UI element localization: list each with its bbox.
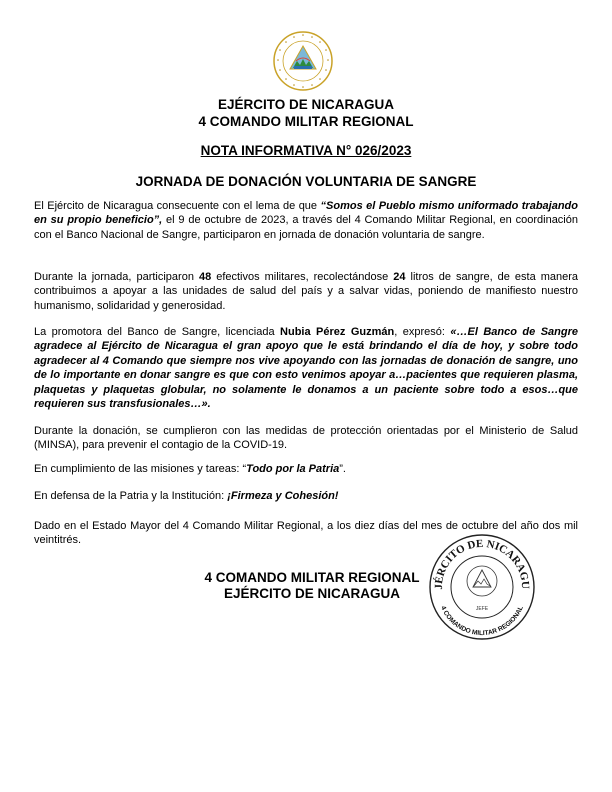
mission-motto-quote: Todo por la Patria [246, 463, 340, 475]
paragraph-intro-text-a: El Ejército de Nicaragua consecuente con el lema de que [34, 200, 321, 212]
regional-command-name: 4 COMANDO MILITAR REGIONAL [198, 114, 414, 129]
signature-institution-name: EJÉRCITO DE NICARAGUA [223, 586, 401, 601]
document-number [0, 143, 612, 158]
paragraph-mission-text-a: En cumplimiento de las misiones y tareas: “ [34, 463, 247, 475]
motto-quote: “Somos el Pueblo mismo uniformado trabajando en su propio beneficio”, [34, 200, 578, 227]
paragraph-participation-text-a: Durante la jornada, participaron [34, 271, 199, 283]
paragraph-participation-text-b: efectivos militares, recolectándose [211, 271, 394, 283]
official-stamp [428, 533, 536, 641]
paragraph-testimony-text-b: , expresó: [394, 326, 451, 338]
paragraph-intro [34, 199, 578, 242]
institution-name: EJÉRCITO DE NICARAGUA [217, 97, 395, 112]
paragraph-participation [34, 270, 578, 313]
document-title: JORNADA DE DONACIÓN VOLUNTARIA DE SANGRE [135, 174, 477, 189]
paragraph-defense-motto [34, 489, 578, 503]
coat-of-arms-emblem [272, 30, 334, 92]
paragraph-mission-motto [34, 462, 578, 476]
paragraph-date-place: Dado en el Estado Mayor del 4 Comando Militar Regional, a los diez días del mes de octubre del año dos mil veintitrés. [34, 520, 578, 547]
liters-count: 24 [393, 271, 406, 283]
paragraph-testimony-text-a: La promotora del Banco de Sangre, licenciada [34, 326, 281, 338]
defense-motto-quote: ¡Firmeza y Cohesión! [227, 490, 339, 502]
paragraph-intro-text-b: el 9 de octubre de 2023, a través del 4 Comando Militar Regional, en coordinación con el Banco Nacional de Sangre, participaron en jornada de donación voluntaria de sangre. [34, 214, 578, 241]
paragraph-mission-text-b: ”. [339, 463, 346, 475]
document-number-text: NOTA INFORMATIVA N° 026/2023 [200, 143, 412, 158]
paragraph-participation-text-c: litros de sangre, de esta manera contribuimos a apoyar a las unidades de salud del país y a salvar vidas, poniendo de manifiesto nuestro humanismo, solidaridad y generosidad. [34, 271, 579, 312]
paragraph-defense-text-a: En defensa de la Patria y la Institución: [34, 490, 228, 502]
testimony-quote: «…El Banco de Sangre agradece al Ejército de Nicaragua el gran apoyo que le está brindando el día de hoy, y sobre todo agradecer al 4 Comando que siempre nos vive apoyando con las jornadas de donación de sangre, uno de lo importante en donar sangre es que con esto venimos apoyar a…pacientes que requieren plasma, plaquetas y plaquetas globular, no solamente le donamos a un paciente sobre todo a esos…que requieren sus transfusionales…». [34, 326, 578, 411]
svg-text:EJÉRCITO DE NICARAGUA: JÉRCITO DE NICARAGU [432, 537, 532, 590]
promoter-name: Nubia Pérez Guzmán [280, 326, 395, 338]
signature-command-name: 4 COMANDO MILITAR REGIONAL [204, 570, 420, 585]
svg-text:JEFE: JEFE [475, 606, 489, 612]
paragraph-testimony [34, 325, 578, 411]
paragraph-covid-measures: Durante la donación, se cumplieron con las medidas de protección orientadas por el Ministerio de Salud (MINSA), para prevenir el contagio de la COVID-19. [34, 425, 578, 452]
participants-count: 48 [198, 271, 212, 283]
svg-text:4 COMANDO MILITAR REGIONAL: 4 COMANDO MILITAR REGIONAL [439, 605, 525, 638]
